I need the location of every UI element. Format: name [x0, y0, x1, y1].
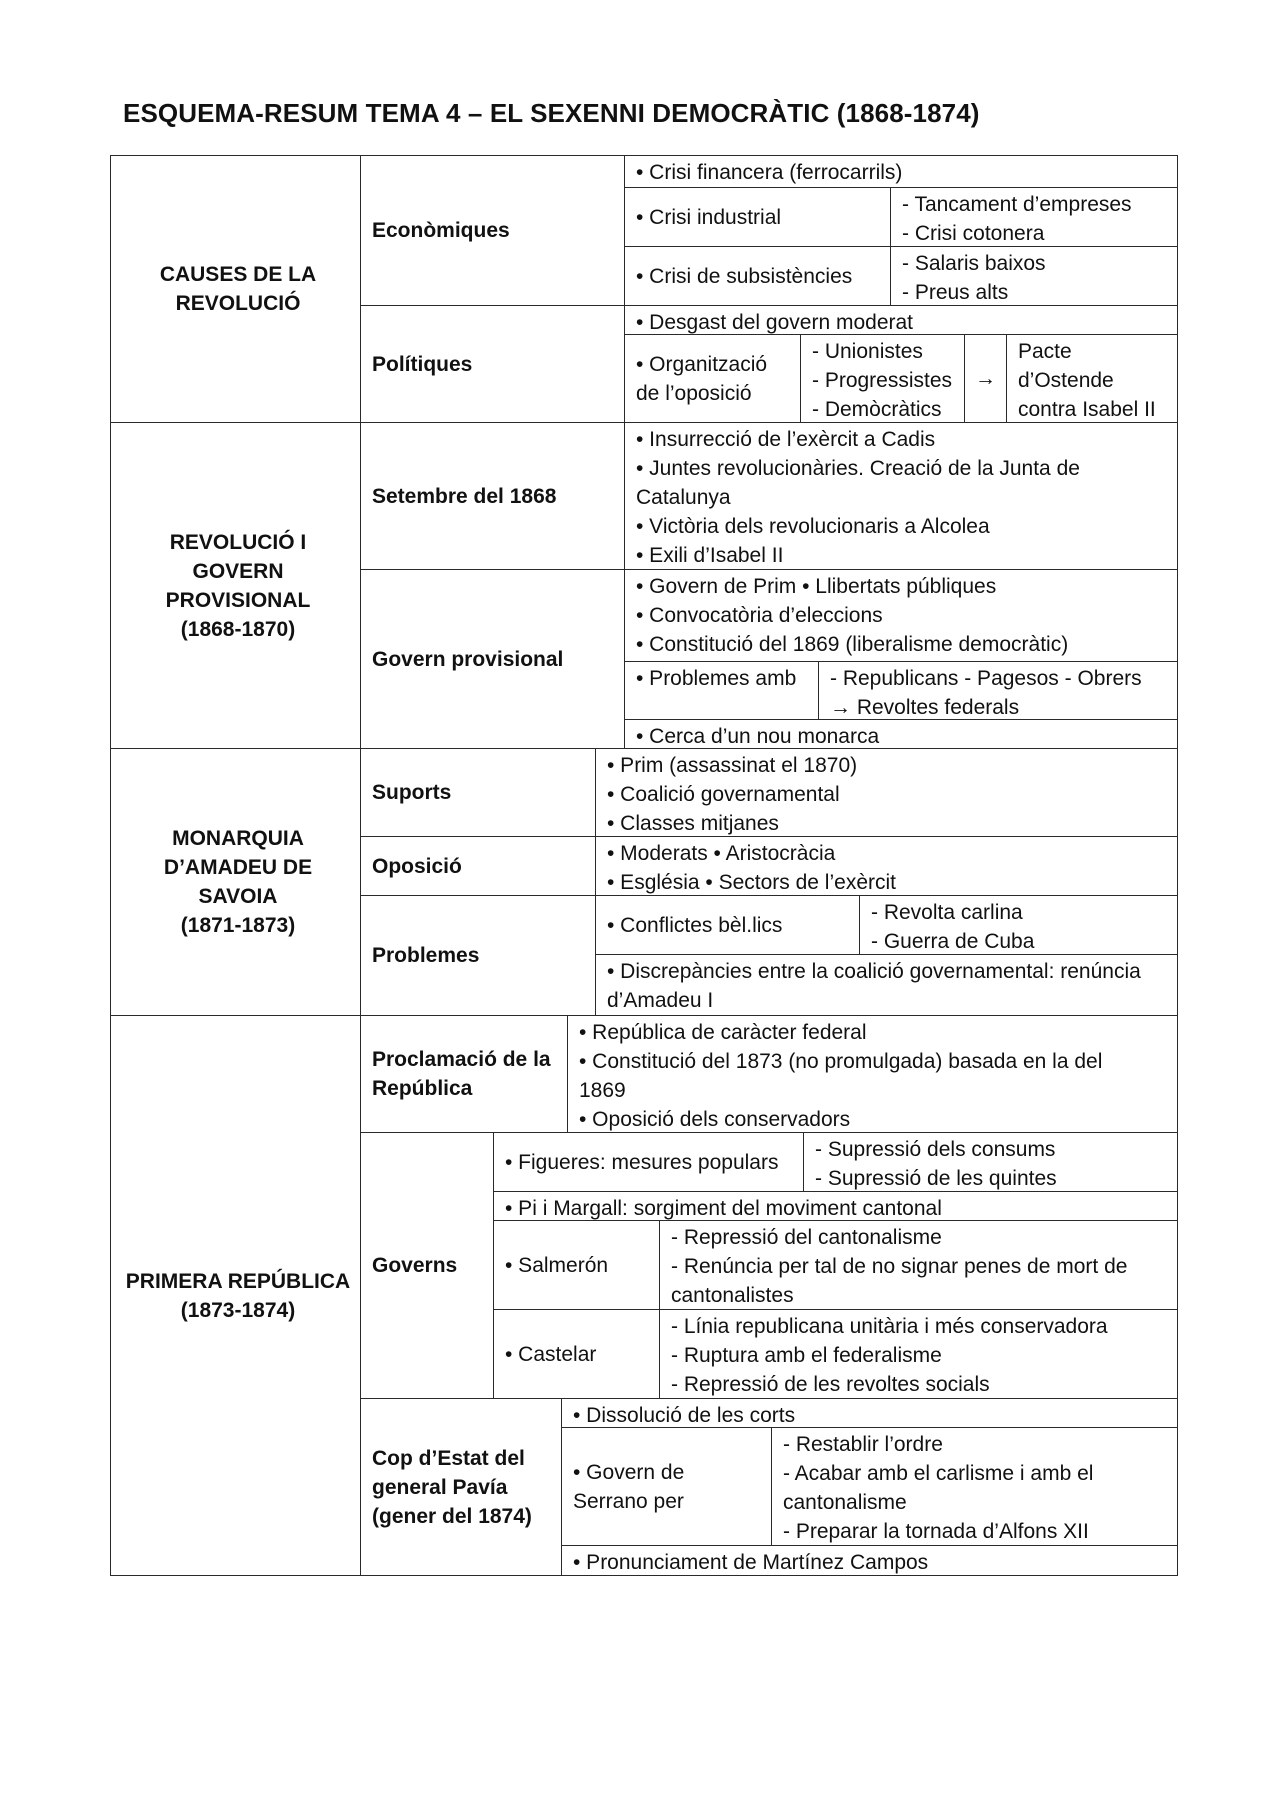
content-castelar-label: • Castelar — [505, 1342, 597, 1366]
content-salmeron — [493, 1220, 660, 1310]
content-pacte-ostende: Pacte d’Ostende contra Isabel II — [1006, 334, 1178, 423]
content-figueres-label: • Figueres: mesures populars — [505, 1150, 779, 1174]
content-opposition-groups: - Unionistes - Progressistes - Demòcràtics — [800, 334, 965, 423]
subheading-problemes-label: Problemes — [372, 944, 480, 967]
section-heading-causes — [110, 155, 361, 423]
content-conflictes-bellics-details: - Revolta carlina - Guerra de Cuba — [859, 895, 1178, 955]
content-conflictes-bellics-label: • Conflictes bèl.lics — [607, 913, 783, 937]
content-organitzacio-oposicio-label: • Organització de l’oposició — [636, 352, 768, 405]
subheading-suports-label: Suports — [372, 781, 452, 804]
subheading-govern-provisional — [360, 569, 625, 749]
content-cerca-monarca: • Cerca d’un nou monarca — [624, 719, 1178, 749]
content-problemes-amb: • Problemes amb — [624, 661, 819, 720]
content-suports-items: • Prim (assassinat el 1870) • Coalició governamental • Classes mitjanes — [595, 748, 1178, 837]
subheading-cop-estat-pavia — [360, 1398, 562, 1576]
content-salmeron-details: - Repressió del cantonalisme - Renúncia per tal de no signar penes de mort de cantonalistes — [659, 1220, 1178, 1310]
content-govern-serrano — [561, 1427, 772, 1546]
content-crisi-industrial — [624, 187, 891, 247]
subheading-politiques — [360, 305, 625, 423]
content-castelar — [493, 1309, 660, 1399]
content-crisi-financera: • Crisi financera (ferrocarrils) — [624, 155, 1178, 188]
content-conflictes-bellics — [595, 895, 860, 955]
content-organitzacio-oposicio — [624, 334, 801, 423]
section-heading-monarquia — [110, 748, 361, 1016]
content-oposicio-items: • Moderats • Aristocràcia • Església • Sectors de l’exèrcit — [595, 836, 1178, 896]
subheading-govern-provisional-label: Govern provisional — [372, 647, 564, 671]
right-arrow-icon — [964, 334, 1007, 423]
content-crisi-subsistencies-details: - Salaris baixos - Preus alts — [890, 246, 1178, 306]
content-castelar-details: - Línia republicana unitària i més conservadora - Ruptura amb el federalisme - Repressió de les revoltes socials — [659, 1309, 1178, 1399]
section-heading-monarquia-label: MONARQUIA D’AMADEU DE SAVOIA (1871-1873) — [163, 827, 313, 937]
section-heading-revolucio — [110, 422, 361, 749]
subheading-setembre-1868-label: Setembre del 1868 — [372, 484, 557, 508]
content-problemes-amb-details: - Republicans - Pagesos - Obrers → Revoltes federals — [818, 661, 1178, 720]
content-crisi-subsistencies — [624, 246, 891, 306]
content-desgast-govern: • Desgast del govern moderat — [624, 305, 1178, 335]
content-govern-provisional-items: • Govern de Prim • Llibertats públiques • Convocatòria d’eleccions • Constitució del 1869 (liberalisme democràtic) — [624, 569, 1178, 662]
content-proclamacio-items: • República de caràcter federal • Constitució del 1873 (no promulgada) basada en la del 1869 • Oposició dels conservadors — [567, 1015, 1178, 1133]
content-figueres-details: - Supressió dels consums - Supressió de les quintes — [803, 1132, 1178, 1192]
content-discrepancies: • Discrepàncies entre la coalició governamental: renúncia d’Amadeu I — [595, 954, 1178, 1016]
subheading-proclamacio-label: Proclamació de la República — [372, 1048, 551, 1100]
subheading-economiques-label: Econòmiques — [372, 219, 510, 242]
section-heading-revolucio-label: REVOLUCIÓ I GOVERN PROVISIONAL (1868-1870) — [165, 530, 311, 641]
subheading-economiques — [360, 155, 625, 306]
subheading-cop-estat-pavia-label: Cop d’Estat del general Pavía (gener del 1874) — [372, 1446, 532, 1528]
content-pronunciament: • Pronunciament de Martínez Campos — [561, 1545, 1178, 1576]
subheading-setembre-1868 — [360, 422, 625, 570]
subheading-politiques-label: Polítiques — [372, 352, 473, 376]
right-arrow-icon-glyph: → — [975, 367, 996, 390]
subheading-problemes — [360, 895, 596, 1016]
content-dissolucio-corts: • Dissolució de les corts — [561, 1398, 1178, 1428]
subheading-governs-label: Governs — [372, 1254, 458, 1277]
content-crisi-subsistencies-label: • Crisi de subsistències — [636, 264, 853, 288]
subheading-proclamacio — [360, 1015, 568, 1133]
section-heading-primera-republica — [110, 1015, 361, 1576]
section-heading-causes-label: CAUSES DE LA REVOLUCIÓ — [159, 263, 317, 315]
subheading-oposicio-label: Oposició — [372, 854, 462, 878]
content-figueres — [493, 1132, 804, 1192]
content-govern-serrano-details: - Restablir l’ordre - Acabar amb el carlisme i amb el cantonalisme - Preparar la tornada d’Alfons XII — [771, 1427, 1178, 1546]
content-setembre-1868-items: • Insurrecció de l’exèrcit a Cadis • Juntes revolucionàries. Creació de la Junta de Catalunya • Victòria dels revolucionaris a Alcolea • Exili d’Isabel II — [624, 422, 1178, 570]
page-title: ESQUEMA-RESUM TEMA 4 – EL SEXENNI DEMOCRÀTIC (1868-1874) — [123, 98, 980, 128]
subheading-oposicio — [360, 836, 596, 896]
subheading-suports — [360, 748, 596, 837]
subheading-governs — [360, 1132, 494, 1399]
content-crisi-industrial-label: • Crisi industrial — [636, 205, 782, 229]
section-heading-primera-republica-label: PRIMERA REPÚBLICA (1873-1874) — [125, 1269, 351, 1322]
content-pi-i-margall: • Pi i Margall: sorgiment del moviment cantonal — [493, 1191, 1178, 1221]
content-salmeron-label: • Salmerón — [505, 1253, 609, 1277]
content-govern-serrano-label: • Govern de Serrano per — [573, 1460, 685, 1513]
content-crisi-industrial-details: - Tancament d’empreses - Crisi cotonera — [890, 187, 1178, 247]
